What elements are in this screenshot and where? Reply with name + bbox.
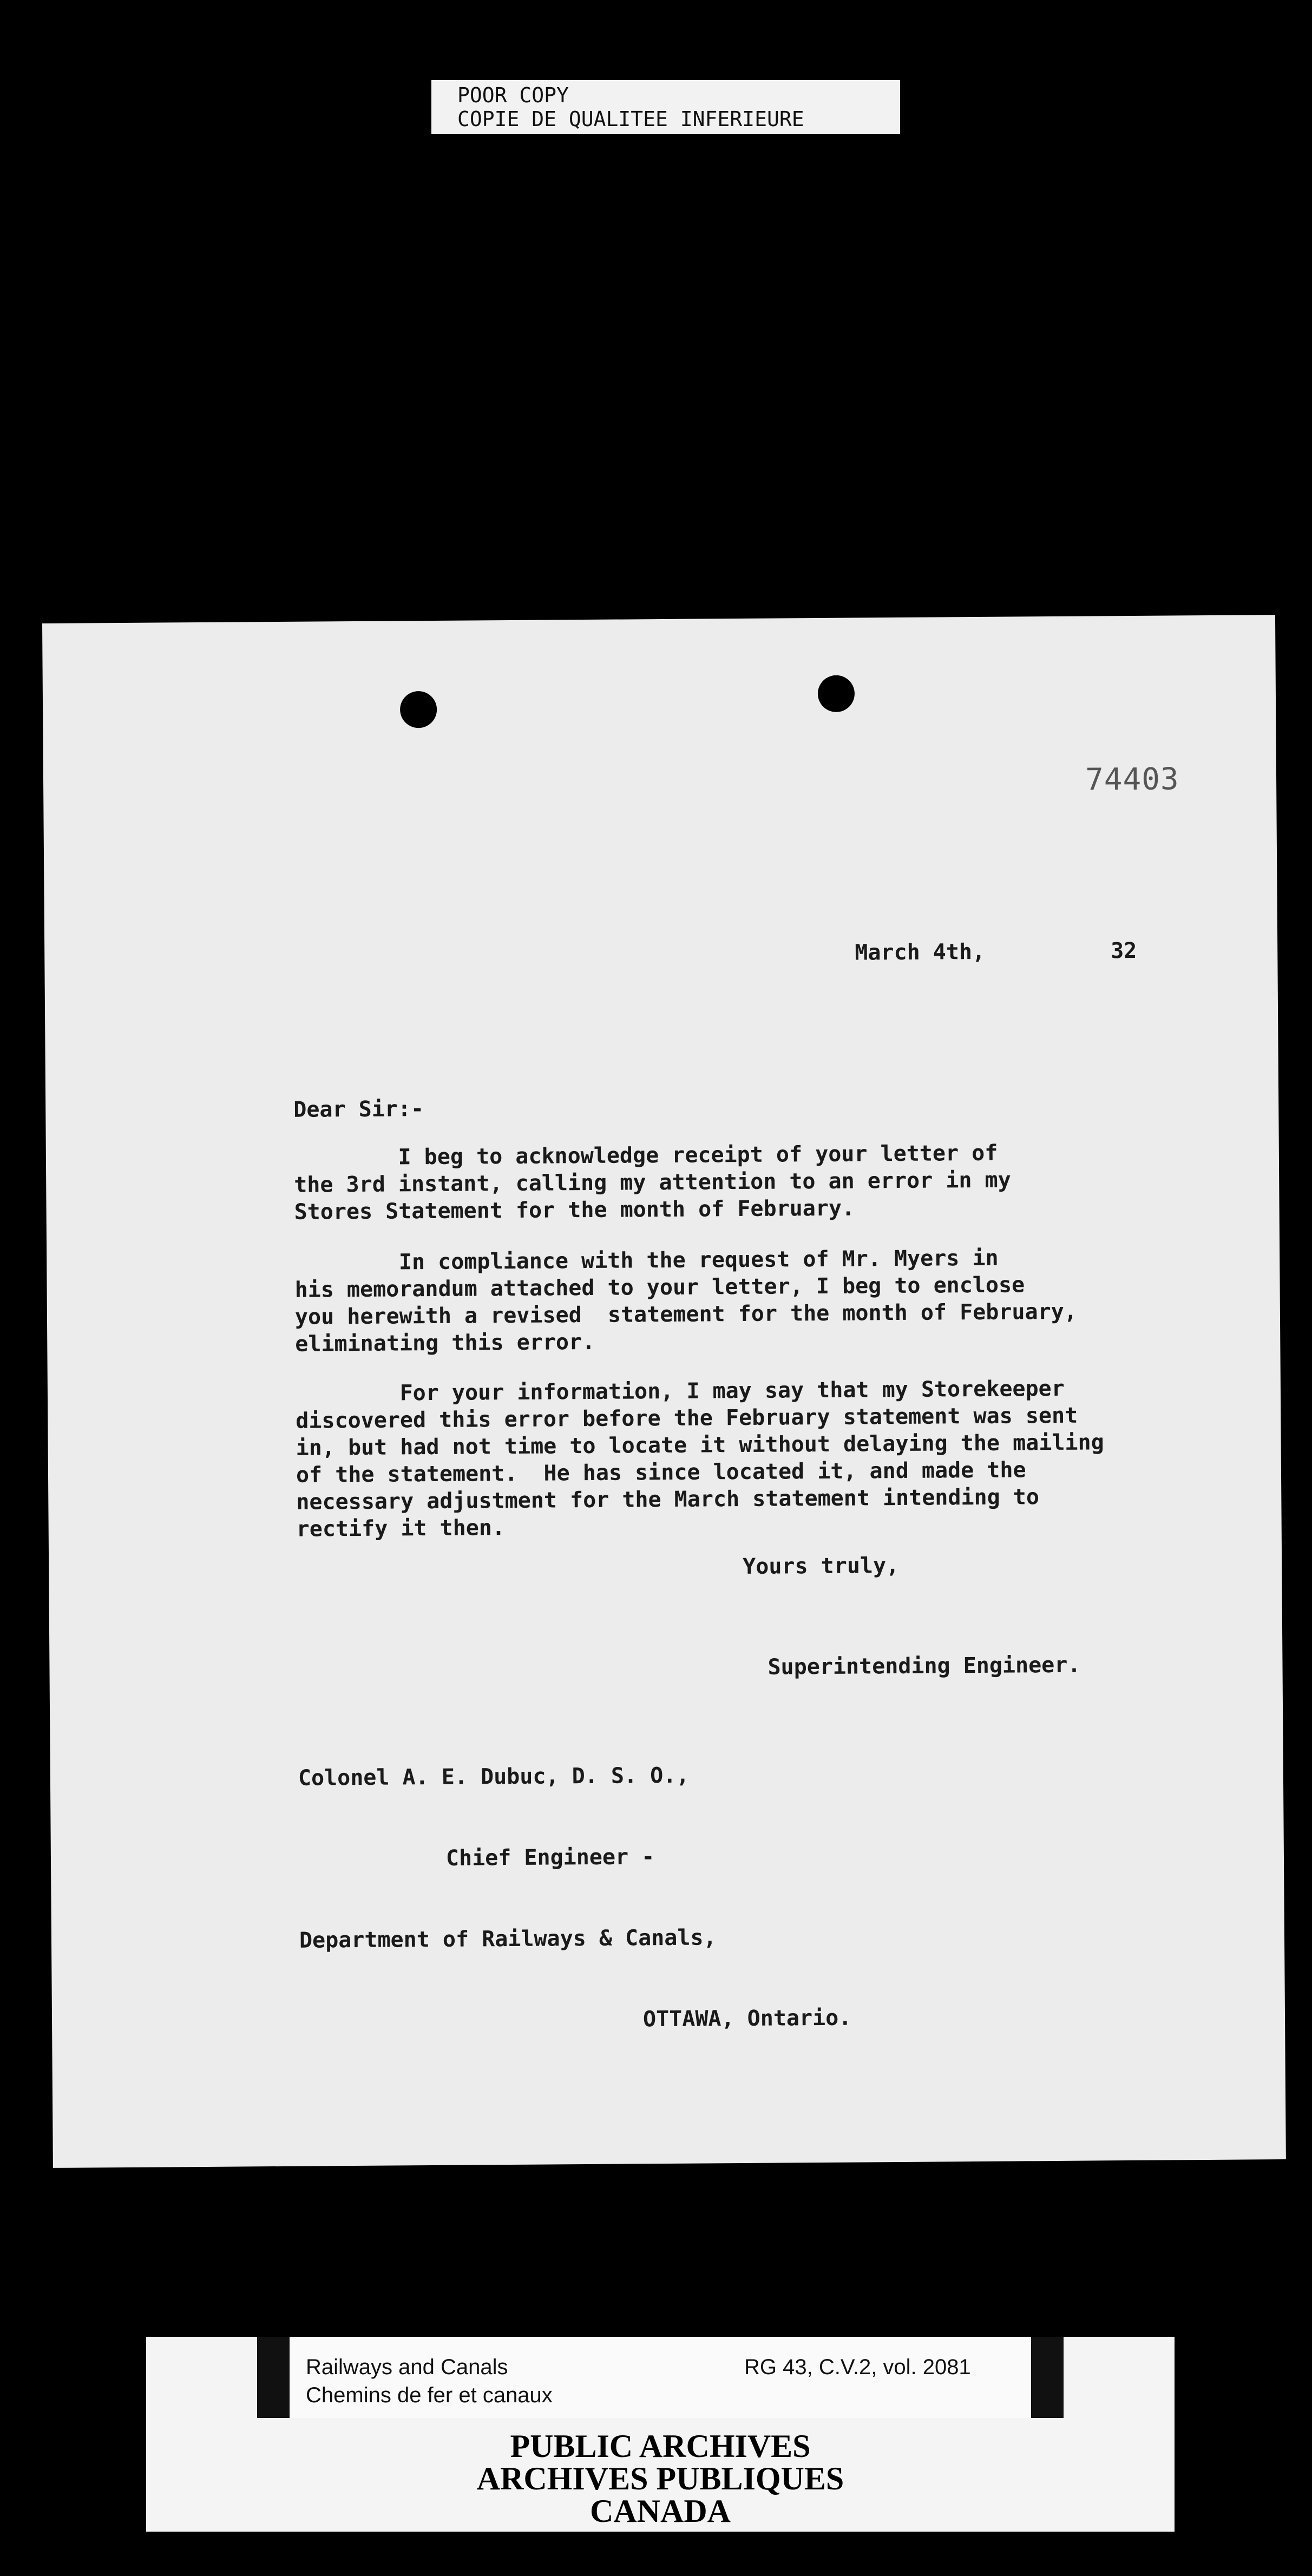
paragraph-line: necessary adjustment for the March statement intending to bbox=[296, 1484, 1040, 1515]
paragraph-line: you herewith a revised statement for the month of February, bbox=[294, 1299, 1078, 1330]
file-number-stamp: 74403 bbox=[1085, 761, 1179, 798]
department-en: Railways and Canals bbox=[306, 2355, 508, 2379]
address-line-3: Department of Railways & Canals, bbox=[299, 1925, 717, 1953]
paragraph-line: eliminating this error. bbox=[295, 1329, 595, 1357]
punch-hole-right bbox=[818, 675, 855, 712]
paragraph-line: of the statement. He has since located it, and made the bbox=[296, 1457, 1026, 1488]
label-bar-right bbox=[1031, 2337, 1064, 2418]
paragraph-3 bbox=[296, 1374, 1312, 1543]
date-year: 32 bbox=[1110, 938, 1137, 964]
paragraph-line: his memorandum attached to your letter, I beg to enclose bbox=[294, 1272, 1025, 1303]
archive-title-en: PUBLIC ARCHIVES bbox=[510, 2428, 811, 2464]
archive-info-box bbox=[290, 2337, 1031, 2418]
poor-copy-label-fr: COPIE DE QUALITEE INFERIEURE bbox=[457, 107, 804, 131]
paragraph-1 bbox=[294, 1138, 1312, 1226]
address-line-1: Colonel A. E. Dubuc, D. S. O., bbox=[298, 1763, 690, 1791]
paragraph-line: the 3rd instant, calling my attention to an error in my bbox=[294, 1167, 1011, 1198]
paragraph-line: I beg to acknowledge receipt of your letter of bbox=[293, 1140, 998, 1171]
archive-label bbox=[146, 2337, 1175, 2532]
salutation: Dear Sir:- bbox=[293, 1096, 424, 1122]
address-line-4: OTTAWA, Ontario. bbox=[642, 2005, 852, 2032]
letter-date bbox=[855, 932, 1312, 966]
address-line-2: Chief Engineer - bbox=[445, 1844, 655, 1871]
paragraph-line: discovered this error before the February statement was sent bbox=[296, 1403, 1078, 1434]
paragraph-line: Stores Statement for the month of February. bbox=[294, 1195, 855, 1225]
archive-titles bbox=[146, 2430, 1175, 2527]
archive-title-fr: ARCHIVES PUBLIQUES bbox=[476, 2461, 844, 2496]
paragraph-2 bbox=[294, 1243, 1312, 1358]
recipient-address bbox=[298, 1703, 1312, 2089]
letter-page bbox=[42, 615, 1286, 2168]
paragraph-line: in, but had not time to locate it without delaying the mailing bbox=[296, 1430, 1104, 1461]
department-fr: Chemins de fer et canaux bbox=[306, 2383, 553, 2407]
paragraph-line: In compliance with the request of Mr. Myers in bbox=[294, 1245, 999, 1276]
signature-title: Superintending Engineer. bbox=[767, 1652, 1081, 1680]
paragraph-line: For your information, I may say that my Storekeeper bbox=[295, 1376, 1065, 1407]
punch-hole-left bbox=[400, 691, 437, 728]
label-bar-left bbox=[257, 2337, 290, 2418]
date-text: March 4th, bbox=[855, 939, 986, 965]
paragraph-line: rectify it then. bbox=[296, 1515, 506, 1542]
poor-copy-label-en: POOR COPY bbox=[457, 83, 569, 107]
archive-reference: RG 43, C.V.2, vol. 2081 bbox=[744, 2355, 971, 2379]
closing: Yours truly, bbox=[743, 1553, 900, 1580]
archive-title-country: CANADA bbox=[590, 2493, 731, 2529]
poor-copy-label bbox=[431, 80, 900, 134]
